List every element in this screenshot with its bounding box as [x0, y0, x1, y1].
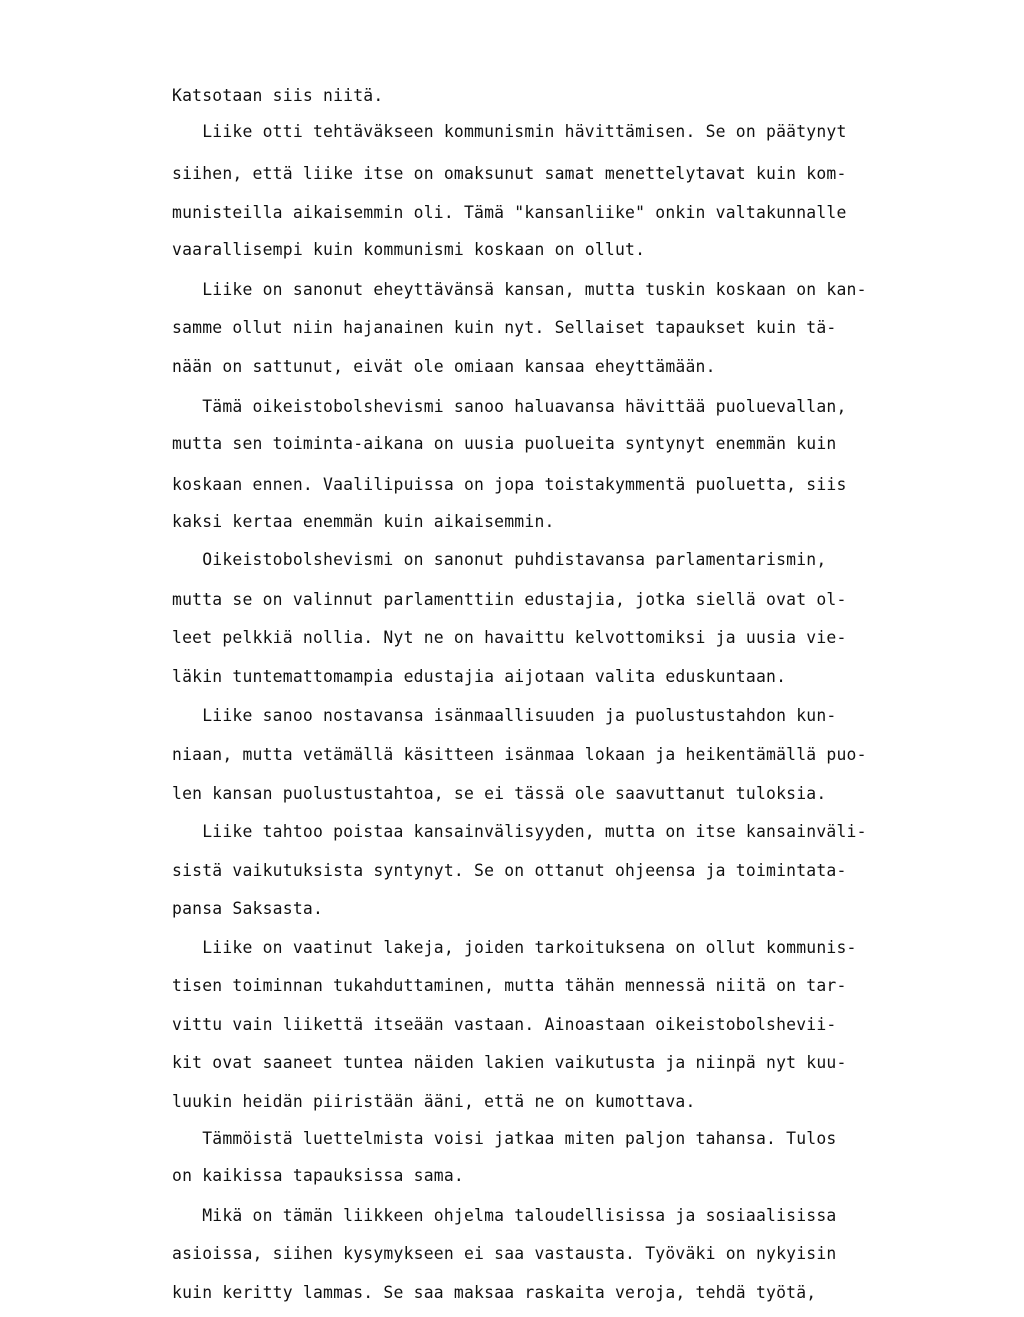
text-line: samme ollut niin hajanainen kuin nyt. Sellaiset tapaukset kuin tä-: [172, 318, 837, 337]
text-line: luukin heidän piiristään ääni, että ne on kumottava.: [172, 1092, 696, 1111]
text-line: läkin tuntemattomampia edustajia aijotaan valita eduskuntaan.: [172, 667, 787, 686]
text-line: Katsotaan siis niitä.: [172, 86, 384, 105]
text-line: Liike sanoo nostavansa isänmaallisuuden ja puolustustahdon kun-: [172, 706, 837, 725]
text-line: Liike otti tehtäväkseen kommunismin hävittämisen. Se on päätynyt: [172, 122, 847, 141]
text-line: kaksi kertaa enemmän kuin aikaisemmin.: [172, 512, 555, 531]
text-line: Tämmöistä luettelmista voisi jatkaa miten paljon tahansa. Tulos: [172, 1129, 837, 1148]
text-line: Mikä on tämän liikkeen ohjelma taloudellisissa ja sosiaalisissa: [172, 1206, 837, 1225]
text-line: nään on sattunut, eivät ole omiaan kansaa eheyttämään.: [172, 357, 716, 376]
text-line: vittu vain liikettä itseään vastaan. Ainoastaan oikeistobolshevii-: [172, 1015, 837, 1034]
text-line: sistä vaikutuksista syntynyt. Se on ottanut ohjeensa ja toimintata-: [172, 861, 847, 880]
text-line: vaarallisempi kuin kommunismi koskaan on ollut.: [172, 240, 646, 259]
text-line: len kansan puolustustahtoa, se ei tässä ole saavuttanut tuloksia.: [172, 784, 827, 803]
text-line: kit ovat saaneet tuntea näiden lakien vaikutusta ja niinpä nyt kuu-: [172, 1053, 847, 1072]
text-line: Oikeistobolshevismi on sanonut puhdistavansa parlamentarismin,: [172, 550, 827, 569]
text-line: Liike on vaatinut lakeja, joiden tarkoituksena on ollut kommunis-: [172, 938, 857, 957]
text-line: on kaikissa tapauksissa sama.: [172, 1166, 464, 1185]
text-line: munisteilla aikaisemmin oli. Tämä "kansanliike" onkin valtakunnalle: [172, 203, 847, 222]
text-line: siihen, että liike itse on omaksunut samat menettelytavat kuin kom-: [172, 164, 847, 183]
text-line: mutta se on valinnut parlamenttiin edustajia, jotka siellä ovat ol-: [172, 590, 847, 609]
text-line: leet pelkkiä nollia. Nyt ne on havaittu kelvottomiksi ja uusia vie-: [172, 628, 847, 647]
text-line: niaan, mutta vetämällä käsitteen isänmaa lokaan ja heikentämällä puo-: [172, 745, 867, 764]
text-line: asioissa, siihen kysymykseen ei saa vastausta. Työväki on nykyisin: [172, 1244, 837, 1263]
text-line: Tämä oikeistobolshevismi sanoo haluavansa hävittää puoluevallan,: [172, 397, 847, 416]
text-line: mutta sen toiminta-aikana on uusia puolueita syntynyt enemmän kuin: [172, 434, 837, 453]
text-line: Liike on sanonut eheyttävänsä kansan, mutta tuskin koskaan on kan-: [172, 280, 867, 299]
text-line: kuin keritty lammas. Se saa maksaa raskaita veroja, tehdä työtä,: [172, 1283, 817, 1302]
text-line: koskaan ennen. Vaalilipuissa on jopa toistakymmentä puoluetta, siis: [172, 475, 847, 494]
text-line: tisen toiminnan tukahduttaminen, mutta tähän mennessä niitä on tar-: [172, 976, 847, 995]
text-line: pansa Saksasta.: [172, 899, 324, 918]
text-line: Liike tahtoo poistaa kansainvälisyyden, mutta on itse kansainväli-: [172, 822, 867, 841]
